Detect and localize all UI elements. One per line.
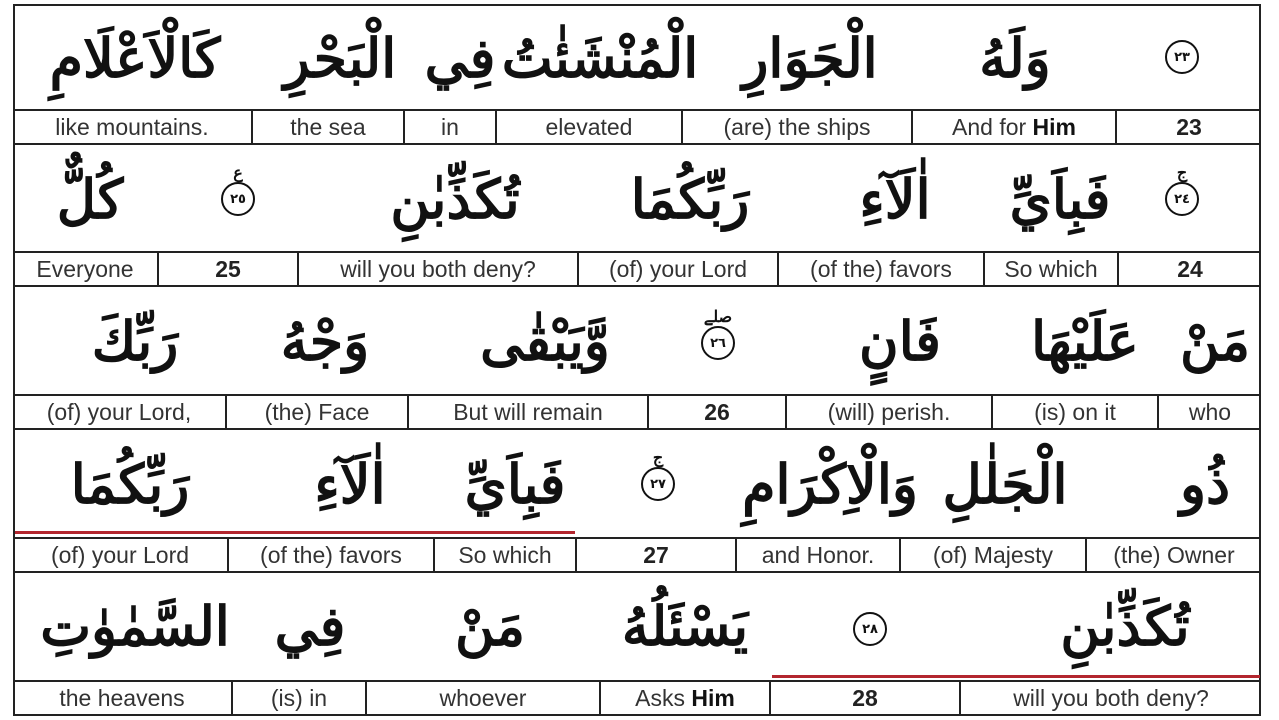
arabic-word: فِي <box>274 594 346 658</box>
translation-cell: (of the) favors <box>229 539 435 571</box>
arabic-word: وَجْهُ <box>280 309 370 373</box>
translation-cell: whoever <box>367 682 601 714</box>
translation-cell: (of) your Lord <box>13 539 229 571</box>
arabic-word: ذُو <box>1179 452 1231 516</box>
verse-number-cell: 27 <box>577 539 737 571</box>
arabic-word: كَالْاَعْلَامِ <box>49 26 221 90</box>
translation-row-2 <box>13 251 1261 287</box>
arabic-word: تُكَذِّبٰنِ <box>1060 594 1190 658</box>
waqf-sign: صلے <box>703 307 733 326</box>
ayah-marker <box>701 309 735 360</box>
arabic-word: الْجَوَارِ <box>742 26 878 90</box>
ayah-number: ٢٦ <box>701 326 735 360</box>
translation-text: And for <box>952 113 1033 140</box>
ayah-number: ٢٨ <box>853 612 887 646</box>
translation-cell: in <box>405 111 497 143</box>
arabic-word: مَنْ <box>454 594 526 658</box>
translation-cell: (is) on it <box>993 396 1159 428</box>
ayah-number: ٢٣ <box>1165 40 1199 74</box>
translation-cell: (is) in <box>233 682 367 714</box>
translation-cell: and Honor. <box>737 539 901 571</box>
translation-cell: (of) Majesty <box>901 539 1087 571</box>
translation-text: Asks <box>635 684 692 711</box>
translation-bold: Him <box>1032 113 1076 140</box>
arabic-word: رَبِّكُمَا <box>630 166 750 231</box>
arabic-row-2 <box>13 145 1261 252</box>
translation-row-1 <box>13 109 1261 145</box>
arabic-word: فَبِاَيِّ <box>1009 166 1111 231</box>
waqf-sign: ج <box>1176 163 1188 182</box>
translation-cell: (of) your Lord, <box>13 396 227 428</box>
ayah-number: ٢٧ <box>641 467 675 501</box>
translation-row-3 <box>13 394 1261 430</box>
arabic-row-4 <box>13 430 1261 538</box>
highlight-underline <box>772 675 1260 678</box>
arabic-word: رَبِّكَ <box>91 309 179 373</box>
arabic-row-3 <box>13 287 1261 395</box>
translation-cell: (the) Face <box>227 396 409 428</box>
verse-number-cell: 25 <box>159 253 299 285</box>
arabic-word: كُلٌّ <box>56 166 124 231</box>
translation-cell: the heavens <box>13 682 233 714</box>
arabic-row-1 <box>13 6 1261 110</box>
ayah-marker <box>1165 165 1199 216</box>
waqf-sign: ج <box>652 448 664 467</box>
ayah-marker <box>641 450 675 501</box>
translation-cell: (the) Owner <box>1113 541 1235 568</box>
arabic-word: اٰلَآءِ <box>859 166 931 231</box>
arabic-word: فَانٍ <box>859 309 941 373</box>
arabic-word: الْمُنْشَئٰتُ <box>501 26 699 90</box>
arabic-word: وَالْاِكْرَامِ <box>742 452 918 516</box>
arabic-word: فَبِاَيِّ <box>464 452 566 516</box>
arabic-word: يَسْئَلُهُ <box>621 594 749 658</box>
arabic-word: فِي <box>424 26 496 90</box>
arabic-word: وَّيَبْقٰى <box>480 309 610 373</box>
waqf-sign: ع <box>233 163 243 182</box>
translation-cell: who <box>1188 398 1232 425</box>
arabic-word: الْجَلٰلِ <box>942 452 1068 516</box>
translation-cell: Everyone <box>13 253 159 285</box>
ayah-number: ٢٥ <box>221 182 255 216</box>
translation-row-4 <box>13 537 1261 573</box>
translation-bold: Him <box>691 684 735 711</box>
translation-cell <box>913 111 1117 143</box>
ayah-number: ٢٤ <box>1165 182 1199 216</box>
verse-number-cell: 26 <box>649 396 787 428</box>
ayah-marker <box>853 612 887 646</box>
translation-cell: (will) perish. <box>787 396 993 428</box>
arabic-word: رَبِّكُمَا <box>70 452 190 516</box>
arabic-row-5 <box>13 572 1261 680</box>
translation-cell: (of) your Lord <box>579 253 779 285</box>
arabic-word: وَلَهُ <box>979 26 1051 90</box>
translation-cell: will you both deny? <box>299 253 579 285</box>
translation-cell: But will remain <box>409 396 649 428</box>
translation-cell: will you both deny? <box>1013 684 1209 711</box>
arabic-word: اٰلَآءِ <box>314 452 386 516</box>
verse-number-cell: 23 <box>1176 113 1202 140</box>
verse-number-cell: 28 <box>771 682 961 714</box>
translation-cell <box>601 682 771 714</box>
arabic-word: تُكَذِّبٰنِ <box>390 166 520 231</box>
arabic-word: الْبَحْرِ <box>283 26 397 90</box>
ayah-marker <box>1165 40 1199 74</box>
translation-cell: the sea <box>253 111 405 143</box>
translation-cell: So which <box>435 539 577 571</box>
arabic-word: مَنْ <box>1179 309 1251 373</box>
translation-cell: elevated <box>497 111 683 143</box>
arabic-word: عَلَيْهَا <box>1031 309 1139 373</box>
ayah-marker <box>221 165 255 216</box>
translation-cell: (of the) favors <box>779 253 985 285</box>
translation-cell: So which <box>985 253 1119 285</box>
highlight-underline <box>15 531 575 534</box>
arabic-word: السَّمٰوٰتِ <box>40 594 230 658</box>
translation-cell: (are) the ships <box>683 111 913 143</box>
translation-row-5 <box>13 680 1261 716</box>
verse-number-cell: 24 <box>1177 255 1203 282</box>
translation-cell: like mountains. <box>13 111 253 143</box>
